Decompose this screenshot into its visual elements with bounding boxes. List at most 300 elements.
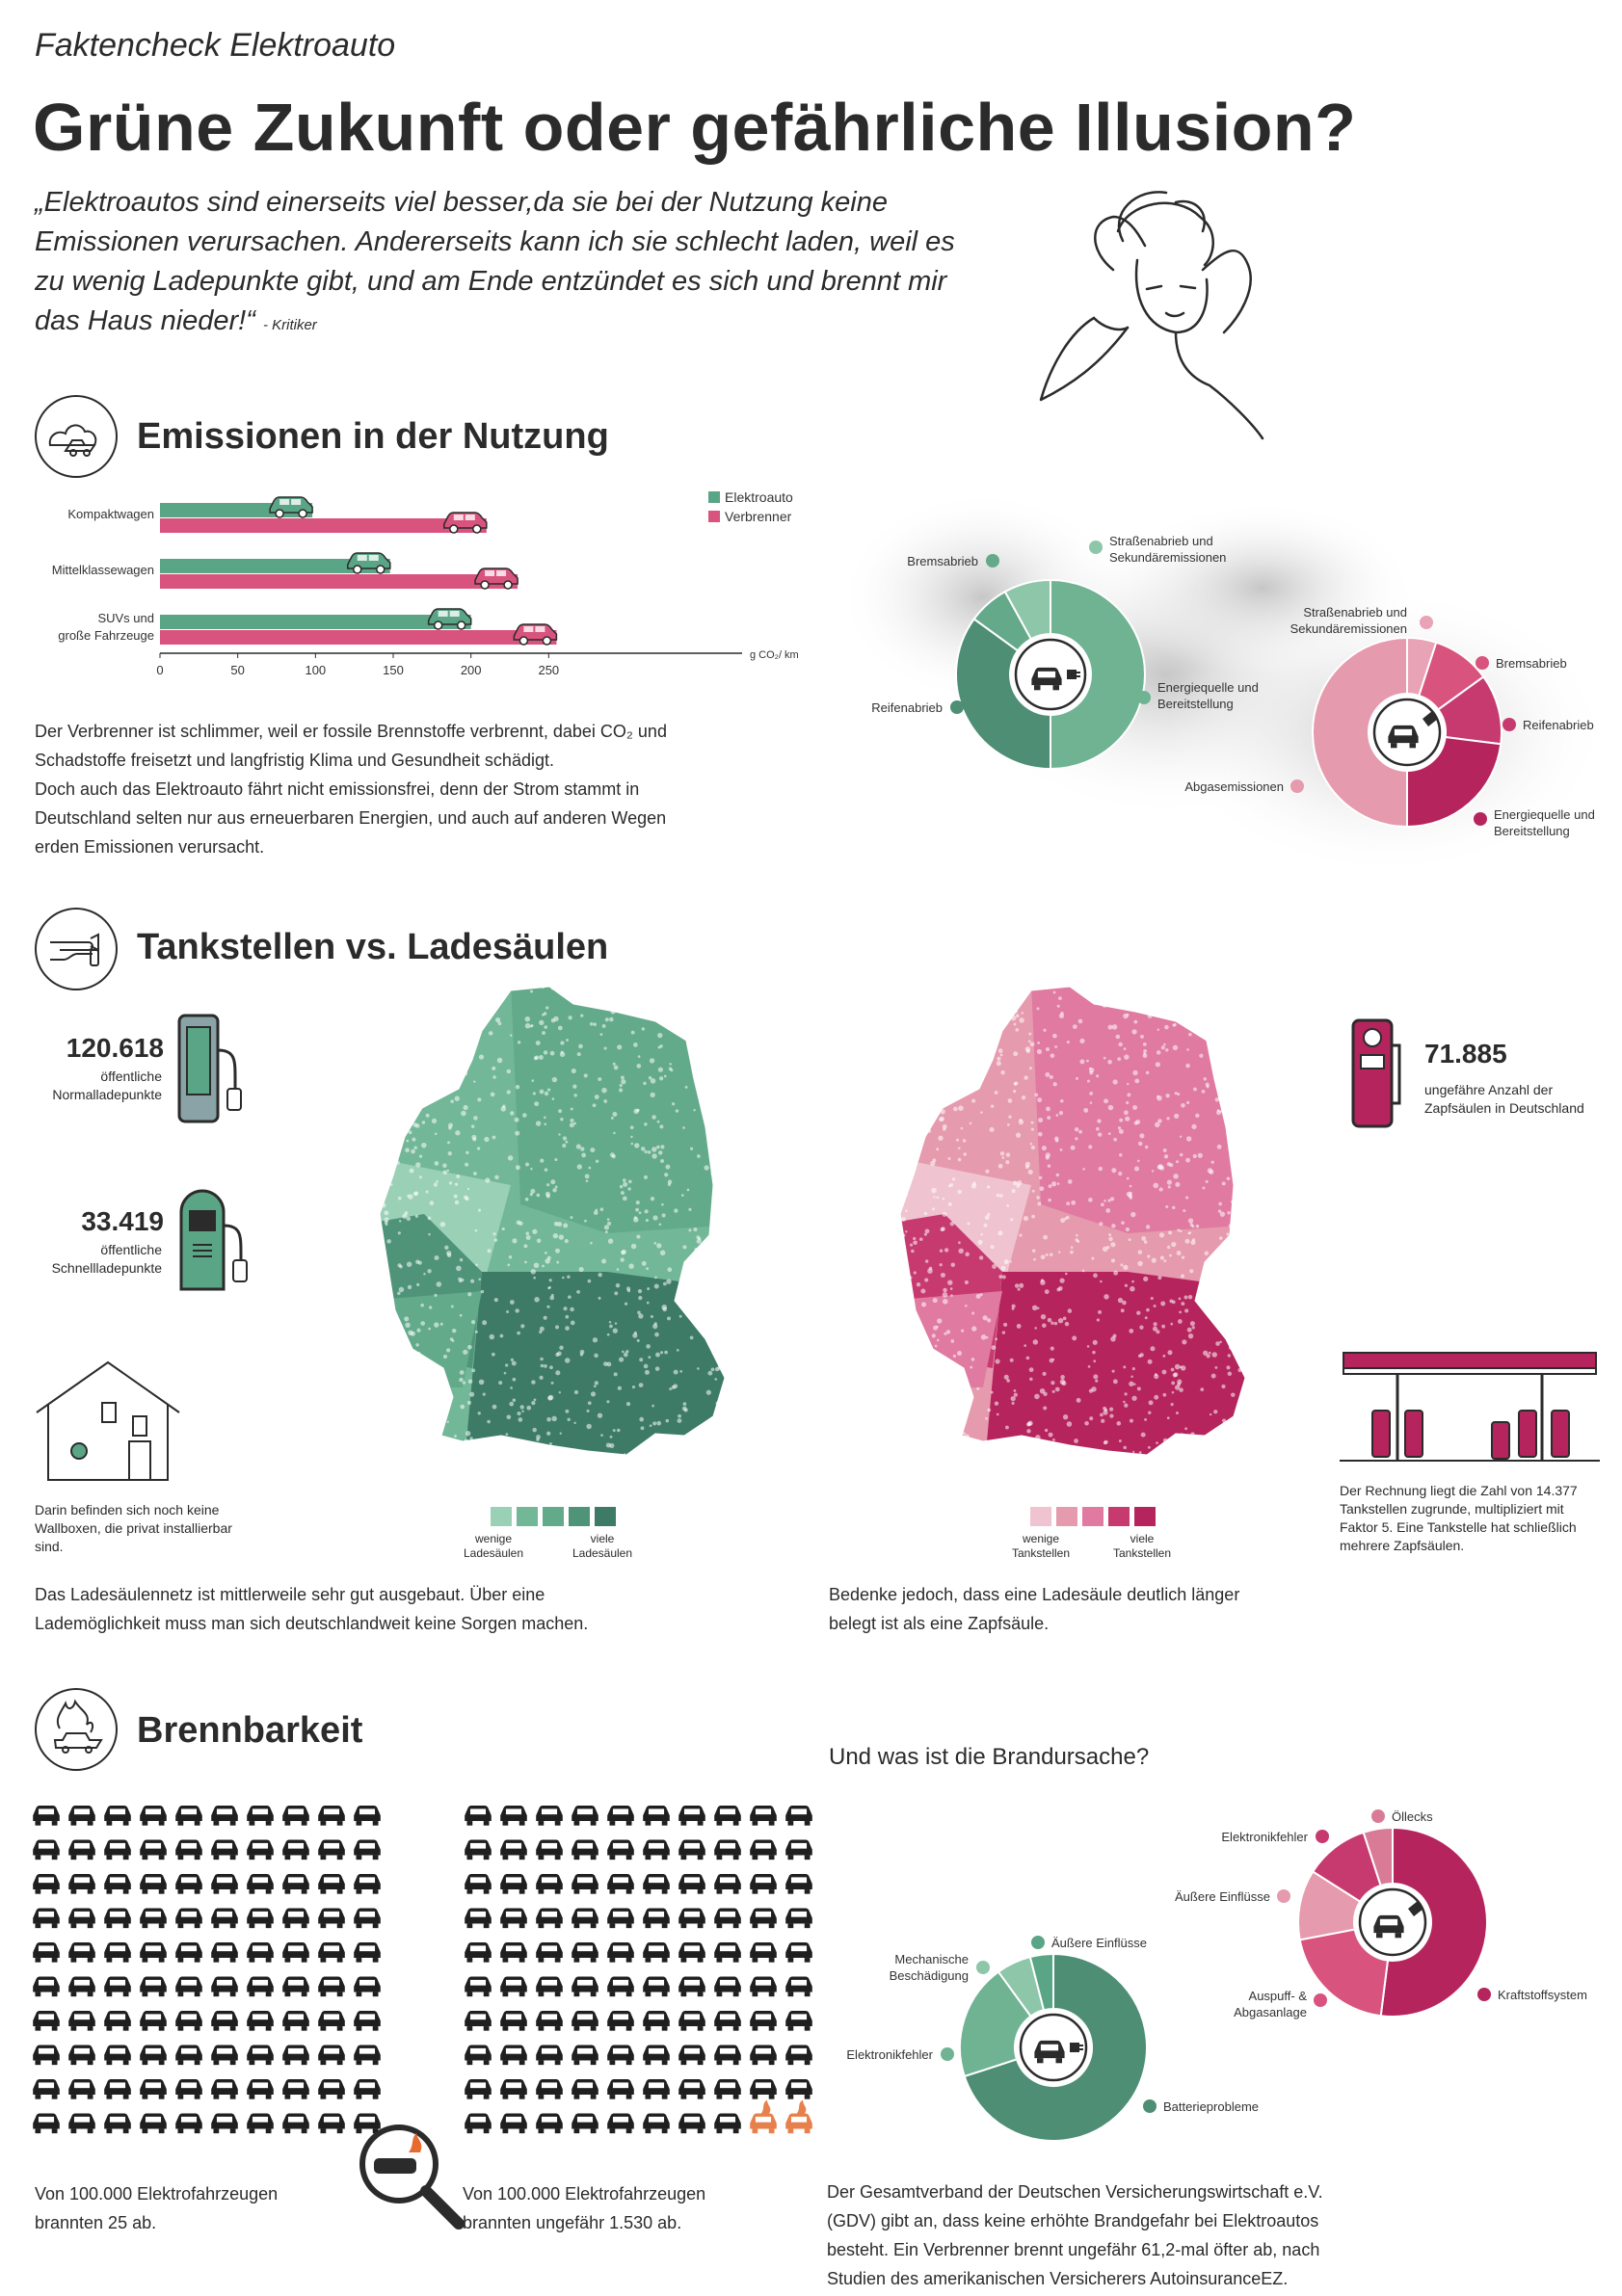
station-dot	[572, 990, 575, 994]
ice-car-pictogram	[463, 1800, 848, 2147]
station-dot	[531, 1380, 535, 1384]
station-dot	[1029, 1378, 1033, 1382]
station-dot	[402, 1402, 405, 1405]
legend-label: Verbrenner	[725, 509, 792, 524]
station-dot	[918, 1064, 920, 1066]
car-icon	[572, 2045, 598, 2065]
station-dot	[1186, 1101, 1189, 1104]
category-label: Kompaktwagen	[67, 507, 154, 521]
station-dot	[662, 1307, 667, 1312]
station-dot	[1060, 1148, 1063, 1151]
station-dot	[1103, 1294, 1108, 1299]
station-dot	[1219, 1341, 1222, 1344]
station-dot	[408, 1103, 412, 1107]
station-dot	[899, 1383, 902, 1386]
station-dot	[463, 1350, 467, 1355]
station-dot	[716, 1229, 719, 1232]
station-dot	[702, 1028, 705, 1031]
station-dot	[917, 1047, 919, 1050]
station-dot	[492, 1075, 495, 1078]
station-dot	[431, 1438, 436, 1442]
station-dot	[1113, 1379, 1118, 1384]
station-dot	[551, 1458, 553, 1460]
station-dot	[602, 1024, 606, 1028]
station-dot	[929, 1025, 931, 1027]
station-dot	[1173, 1045, 1178, 1050]
station-dot	[1175, 994, 1179, 998]
station-dot	[609, 1321, 611, 1323]
station-dot	[664, 1173, 668, 1176]
station-dot	[944, 1248, 948, 1252]
station-dot	[891, 1213, 894, 1216]
station-dot	[650, 1424, 652, 1427]
legend-green-low: wenige Ladesäulen	[463, 1532, 524, 1560]
station-dot	[487, 1249, 491, 1253]
station-dot	[1231, 1448, 1235, 1452]
station-dot	[639, 1417, 644, 1422]
station-dot	[1211, 1352, 1217, 1358]
station-dot	[1237, 1333, 1241, 1337]
station-dot	[1088, 1145, 1092, 1148]
station-dot	[460, 1314, 463, 1317]
station-dot	[498, 1381, 502, 1385]
station-dot	[657, 1121, 660, 1123]
car-icon	[607, 2011, 634, 2031]
car-icon	[536, 1806, 563, 1826]
station-dot	[558, 1026, 563, 1031]
station-dot	[1238, 1121, 1244, 1126]
station-dot	[918, 994, 921, 997]
donut-label: Äußere Einflüsse	[1175, 1889, 1270, 1904]
station-dot	[417, 1052, 420, 1055]
station-dot	[567, 1418, 570, 1421]
station-dot	[1059, 1279, 1064, 1283]
station-dot	[1113, 1271, 1118, 1276]
car-icon	[714, 2113, 741, 2133]
charging-text-left: Das Ladesäulennetz ist mittlerweile sehr gut ausgebaut. Über eine Lademöglichkeit muss man sich deutschlandweit keine Sorgen machen.	[35, 1585, 589, 1633]
car-icon	[175, 2079, 202, 2099]
station-dot	[921, 1302, 926, 1306]
station-dot	[442, 1164, 447, 1169]
station-dot	[1130, 1185, 1132, 1188]
station-dot	[378, 997, 384, 1003]
station-dot	[580, 1147, 584, 1150]
station-dot	[634, 1143, 639, 1148]
station-dot	[1093, 1340, 1098, 1345]
station-dot	[956, 1055, 960, 1059]
station-dot	[961, 1127, 964, 1130]
station-dot	[718, 1427, 723, 1432]
station-dot	[390, 1047, 393, 1050]
station-dot	[402, 1335, 405, 1338]
station-dot	[1055, 1387, 1060, 1392]
station-dot	[1169, 1254, 1172, 1257]
station-dot	[660, 1159, 664, 1163]
ice-emissions-donut	[1184, 597, 1609, 867]
station-dot	[711, 1367, 715, 1371]
station-dot	[1188, 1333, 1193, 1338]
station-dot	[1196, 1225, 1200, 1228]
legend-box	[1134, 1507, 1156, 1526]
station-dot	[889, 1275, 891, 1277]
car-icon	[678, 2045, 705, 2065]
station-dot	[1028, 1033, 1031, 1036]
station-dot	[1171, 1382, 1175, 1386]
station-dot	[492, 1405, 497, 1410]
car-icon	[536, 1976, 563, 1996]
station-dot	[705, 1287, 709, 1292]
station-dot	[571, 1108, 573, 1111]
station-dot	[1182, 1339, 1186, 1344]
station-dot	[556, 1450, 559, 1453]
fire-section-title: Brennbarkeit	[137, 1710, 363, 1751]
station-dot	[590, 1242, 593, 1245]
car-icon	[68, 1908, 95, 1928]
station-dot	[1006, 1204, 1009, 1207]
station-dot	[885, 1236, 889, 1240]
station-dot	[1180, 1366, 1183, 1369]
station-dot	[494, 1175, 499, 1180]
station-dot	[609, 1325, 613, 1329]
station-dot	[423, 1053, 426, 1056]
station-dot	[1130, 1458, 1134, 1463]
station-dot	[1185, 1064, 1190, 1069]
station-dot	[1068, 1179, 1073, 1184]
station-dot	[395, 1060, 399, 1064]
station-dot	[596, 1160, 598, 1163]
station-dot	[1030, 1143, 1032, 1145]
station-dot	[980, 1293, 983, 1296]
station-dot	[506, 1310, 509, 1313]
donut-label-dot	[1031, 1936, 1045, 1949]
station-dot	[1131, 984, 1135, 988]
station-dot	[1167, 1444, 1170, 1447]
donut-label: Beschädigung	[889, 1968, 969, 1983]
emissions-bar-chart	[29, 482, 819, 703]
station-dot	[944, 1410, 948, 1414]
station-dot	[447, 1041, 452, 1045]
station-dot	[682, 1126, 685, 1129]
station-dot	[1045, 1429, 1048, 1432]
station-dot	[545, 1252, 547, 1254]
donut-label: Sekundäremissionen	[1290, 621, 1407, 636]
station-dot	[1012, 1307, 1015, 1310]
station-dot	[1089, 1070, 1093, 1074]
station-dot	[958, 1241, 961, 1244]
station-dot	[1180, 1135, 1182, 1137]
station-dot	[612, 1112, 617, 1117]
station-dot	[1050, 1322, 1053, 1325]
station-dot	[545, 1092, 548, 1095]
car-icon	[68, 2011, 95, 2031]
station-dot	[639, 1383, 644, 1387]
station-dot	[1238, 1322, 1241, 1325]
station-dot	[707, 1371, 712, 1376]
station-dot	[620, 1185, 624, 1189]
car-icon	[247, 1874, 274, 1894]
station-dot	[560, 1041, 564, 1044]
station-dot	[477, 1097, 481, 1101]
station-dot	[1002, 1331, 1005, 1333]
car-icon	[318, 1874, 345, 1894]
station-dot	[384, 1406, 386, 1409]
station-dot	[470, 1280, 474, 1283]
station-dot	[677, 1349, 679, 1352]
station-dot	[565, 1326, 570, 1331]
station-dot	[427, 1364, 431, 1368]
station-dot	[1172, 1391, 1175, 1394]
car-icon	[678, 1908, 705, 1928]
station-dot	[638, 1289, 642, 1293]
station-dot	[436, 1180, 439, 1183]
station-dot	[633, 1042, 638, 1047]
car-icon	[500, 1839, 527, 1860]
critic-quote	[35, 183, 960, 345]
station-dot	[509, 1402, 514, 1407]
station-dot	[977, 1240, 982, 1245]
station-dot	[1175, 1092, 1178, 1095]
station-dot	[420, 1007, 423, 1010]
station-dot	[937, 1405, 940, 1408]
car-icon	[785, 1806, 812, 1826]
station-dot	[1013, 1051, 1018, 1056]
station-dot	[381, 1144, 385, 1148]
station-dot	[1157, 1276, 1161, 1280]
station-dot	[1037, 1049, 1042, 1054]
station-dot	[991, 1391, 994, 1394]
station-dot	[594, 1385, 597, 1387]
car-icon	[714, 1874, 741, 1894]
car-icon	[318, 1942, 345, 1963]
car-icon	[175, 1839, 202, 1860]
car-icon	[33, 1942, 60, 1963]
station-dot	[651, 1197, 654, 1201]
station-dot	[1176, 1412, 1179, 1414]
station-dot	[927, 1369, 930, 1372]
station-dot	[966, 1398, 969, 1401]
station-dot	[413, 1412, 416, 1414]
donut-label: Elektronikfehler	[846, 2047, 933, 2062]
station-dot	[1127, 1093, 1130, 1096]
station-dot	[586, 1179, 589, 1182]
station-dot	[1107, 1060, 1112, 1065]
station-dot	[951, 1262, 955, 1266]
station-dot	[461, 999, 465, 1003]
station-dot	[1223, 1271, 1227, 1275]
station-dot	[678, 1414, 681, 1418]
station-dot	[678, 1418, 682, 1423]
station-dot	[997, 1230, 1002, 1235]
station-dot	[1139, 1133, 1144, 1138]
station-dot	[1219, 1304, 1223, 1307]
station-dot	[646, 1344, 651, 1349]
station-dot	[508, 1155, 513, 1160]
station-dot	[660, 1251, 665, 1255]
ice-fire-cause-donut	[1175, 1792, 1609, 2052]
station-dot	[928, 1355, 932, 1359]
station-dot	[565, 1358, 571, 1363]
station-dot	[1089, 1092, 1093, 1095]
station-dot	[399, 1287, 405, 1293]
station-dot	[706, 1099, 711, 1104]
station-dot	[997, 1057, 1000, 1061]
station-dot	[943, 1299, 948, 1305]
station-dot	[657, 1033, 662, 1038]
emissions-text-2: Doch auch das Elektroauto fährt nicht emissionsfrei, denn der Strom stammt in Deutschland selten nur aus erneuerbaren Energien, und auch auf anderen Wegen erden Emissionen verursacht.	[35, 779, 667, 857]
x-tick-label: 150	[383, 663, 404, 677]
donut-label: Äußere Einflüsse	[1051, 1936, 1147, 1950]
station-dot	[553, 1016, 558, 1021]
station-dot	[1233, 1004, 1236, 1007]
station-dot	[370, 1364, 375, 1369]
station-dot	[1087, 1345, 1090, 1348]
station-dot	[938, 1136, 943, 1141]
station-dot	[544, 1316, 547, 1320]
station-dot	[658, 1150, 662, 1154]
station-dot	[621, 1251, 625, 1255]
station-dot	[908, 1399, 911, 1402]
station-dot	[683, 1297, 685, 1299]
car-icon	[175, 1874, 202, 1894]
station-dot	[1219, 1236, 1223, 1240]
car-icon	[354, 1806, 381, 1826]
station-dot	[471, 1124, 475, 1128]
station-dot	[1108, 1237, 1112, 1241]
station-dot	[560, 1052, 565, 1057]
station-dot	[1055, 1139, 1059, 1143]
station-dot	[585, 1174, 590, 1178]
donut-label-dot	[976, 1961, 990, 1974]
station-dot	[1078, 1130, 1082, 1134]
station-dot	[1171, 1451, 1174, 1454]
donut-label: Mechanische	[894, 1952, 969, 1966]
station-dot	[432, 1119, 437, 1123]
station-dot	[373, 1448, 377, 1452]
donut-label: Abgasemissionen	[1184, 779, 1284, 794]
flame-icon	[761, 2100, 770, 2114]
station-dot	[898, 1297, 903, 1302]
station-dot	[1181, 1275, 1184, 1279]
station-dot	[1041, 1254, 1046, 1259]
station-dot	[1110, 1459, 1116, 1465]
station-dot	[943, 1364, 946, 1368]
station-dot	[1184, 1239, 1189, 1244]
car-icon	[247, 1806, 274, 1826]
station-dot	[1187, 1328, 1192, 1333]
station-dot	[1036, 1196, 1039, 1199]
station-dot	[951, 1430, 957, 1436]
station-dot	[901, 1217, 906, 1222]
donut-label-dot	[1476, 656, 1489, 670]
legend-box	[1056, 1507, 1077, 1526]
station-dot	[510, 1300, 515, 1305]
station-dot	[659, 1223, 662, 1226]
station-dot	[887, 1070, 889, 1072]
station-dot	[475, 995, 479, 999]
station-dot	[672, 1440, 676, 1444]
category-label: Mittelklassewagen	[51, 563, 154, 577]
station-dot	[1247, 1345, 1250, 1348]
station-dot	[708, 1105, 713, 1110]
station-dot	[1232, 1451, 1235, 1454]
charging-stations-map	[366, 983, 742, 1484]
car-icon	[714, 1908, 741, 1928]
station-dot	[1004, 1375, 1009, 1380]
station-dot	[903, 1425, 906, 1428]
station-dot	[649, 1449, 651, 1452]
car-icon	[465, 1908, 492, 1928]
car-icon	[211, 1908, 238, 1928]
station-dot	[1164, 1025, 1169, 1030]
station-dot	[1031, 1215, 1035, 1219]
station-dot	[1233, 1161, 1237, 1166]
station-dot	[1103, 1200, 1106, 1202]
station-dot	[1013, 1090, 1016, 1093]
car-icon	[500, 2113, 527, 2133]
station-dot	[580, 1353, 583, 1356]
station-dot	[372, 1062, 376, 1066]
station-dot	[719, 1412, 722, 1414]
station-dot	[1097, 1318, 1100, 1321]
station-dot	[1045, 1289, 1050, 1294]
station-dot	[536, 1121, 541, 1125]
station-dot	[549, 1442, 552, 1445]
station-dot	[1042, 1324, 1047, 1329]
station-dot	[945, 1020, 948, 1023]
station-dot	[714, 1138, 718, 1142]
station-dot	[1143, 1277, 1148, 1281]
station-dot	[927, 1268, 933, 1274]
station-dot	[891, 1335, 893, 1338]
car-icon	[465, 2113, 492, 2133]
station-dot	[711, 1095, 715, 1098]
station-dot	[727, 1286, 731, 1291]
station-dot	[459, 1378, 463, 1382]
station-dot	[587, 1462, 591, 1465]
station-dot	[565, 1141, 568, 1144]
station-dot	[565, 1410, 569, 1413]
station-dot	[689, 1438, 693, 1441]
station-dot	[995, 1359, 999, 1363]
station-dot	[410, 1169, 414, 1174]
car-icon	[465, 1976, 492, 1996]
car-icon	[678, 2113, 705, 2133]
station-dot	[955, 1450, 958, 1453]
station-dot	[1207, 984, 1210, 987]
station-dot	[958, 1105, 964, 1111]
station-dot	[369, 1361, 372, 1364]
station-dot	[391, 1088, 394, 1091]
station-dot	[501, 1106, 506, 1111]
station-dot	[372, 1152, 378, 1158]
station-dot	[1233, 1060, 1237, 1065]
station-dot	[1223, 1027, 1226, 1030]
car-icon	[68, 2045, 95, 2065]
legend-label: Elektroauto	[725, 489, 793, 505]
station-dot	[539, 1020, 544, 1025]
car-icon	[500, 1908, 527, 1928]
station-dot	[1190, 1321, 1195, 1326]
station-dot	[651, 1405, 654, 1408]
station-dot	[370, 1353, 374, 1357]
station-dot	[477, 1147, 480, 1149]
car-icon	[572, 1908, 598, 1928]
station-dot	[464, 1195, 468, 1200]
station-dot	[413, 1146, 417, 1149]
station-dot	[630, 1136, 632, 1138]
car-icon	[282, 1839, 309, 1860]
station-dot	[536, 1194, 540, 1198]
